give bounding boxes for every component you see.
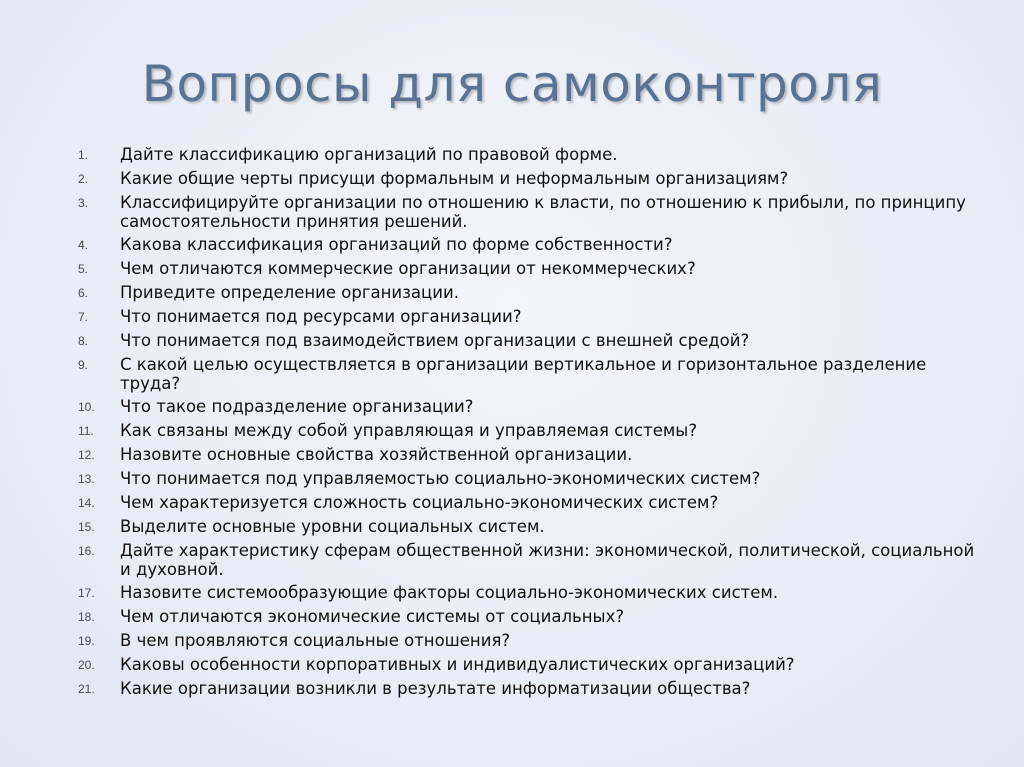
question-text: Чем характеризуется сложность социально-экономических систем? [120,493,719,512]
question-number: 8. [78,334,89,348]
question-text: Приведите определение организации. [120,283,459,302]
question-item [78,607,978,627]
question-number: 4. [78,238,89,252]
slide-title: Вопросы для самоконтроля [141,55,883,113]
question-number: 12. [78,448,95,462]
question-text: Чем отличаются экономические системы от социальных? [120,607,625,626]
question-item [78,469,978,489]
question-number: 2. [78,172,89,186]
question-text: В чем проявляются социальные отношения? [120,631,511,650]
question-text: Назовите основные свойства хозяйственной организации. [120,445,633,464]
question-item [78,145,978,165]
question-text: С какой целью осуществляется в организации вертикальное и горизонтальное разделение труда? [120,355,927,393]
question-number: 7. [78,310,89,324]
question-text: Выделите основные уровни социальных систем. [120,517,545,536]
question-item [78,517,978,537]
question-item [78,307,978,327]
question-number: 11. [78,424,94,438]
question-number: 1. [78,148,89,162]
question-item [78,421,978,441]
question-number: 21. [78,682,95,696]
question-number: 15. [78,520,95,534]
question-number: 19. [78,634,95,648]
question-text: Как связаны между собой управляющая и управляемая системы? [120,421,698,440]
question-item [78,541,978,579]
question-number: 6. [78,286,89,300]
question-text: Классифицируйте организации по отношению к власти, по отношению к прибыли, по принципу самостоятельности принятия решений. [120,193,966,231]
question-item [78,259,978,279]
question-item [78,583,978,603]
question-number: 3. [78,196,89,210]
question-number: 14. [78,496,95,510]
question-text: Что понимается под взаимодействием организации с внешней средой? [120,331,750,350]
question-text: Назовите системообразующие факторы социально-экономических систем. [120,583,779,602]
question-text: Чем отличаются коммерческие организации от некоммерческих? [120,259,696,278]
question-number: 10. [78,400,95,414]
question-text: Что такое подразделение организации? [120,397,474,416]
question-number: 13. [78,472,95,486]
question-item [78,631,978,651]
question-item [78,169,978,189]
question-number: 20. [78,658,95,672]
question-number: 16. [78,544,95,558]
question-item [78,679,978,699]
question-text: Какие общие черты присущи формальным и неформальным организациям? [120,169,789,188]
question-text: Какова классификация организаций по форме собственности? [120,235,673,254]
question-text: Дайте классификацию организаций по правовой форме. [120,145,618,164]
question-number: 17. [78,586,95,600]
question-text: Какие организации возникли в результате информатизации общества? [120,679,751,698]
question-number: 5. [78,262,89,276]
question-text: Что понимается под управляемостью социально-экономических систем? [120,469,761,488]
question-item [78,331,978,351]
question-item [78,193,978,231]
question-item [78,235,978,255]
question-text: Что понимается под ресурсами организации? [120,307,522,326]
question-item [78,493,978,513]
question-number: 9. [78,358,89,372]
question-item [78,397,978,417]
question-text: Дайте характеристику сферам общественной жизни: экономической, политической, социальной и духовной. [120,541,975,579]
questions-list [78,145,978,703]
question-number: 18. [78,610,95,624]
question-text: Каковы особенности корпоративных и индивидуалистических организаций? [120,655,795,674]
question-item [78,355,978,393]
question-item [78,655,978,675]
question-item [78,283,978,303]
question-item [78,445,978,465]
